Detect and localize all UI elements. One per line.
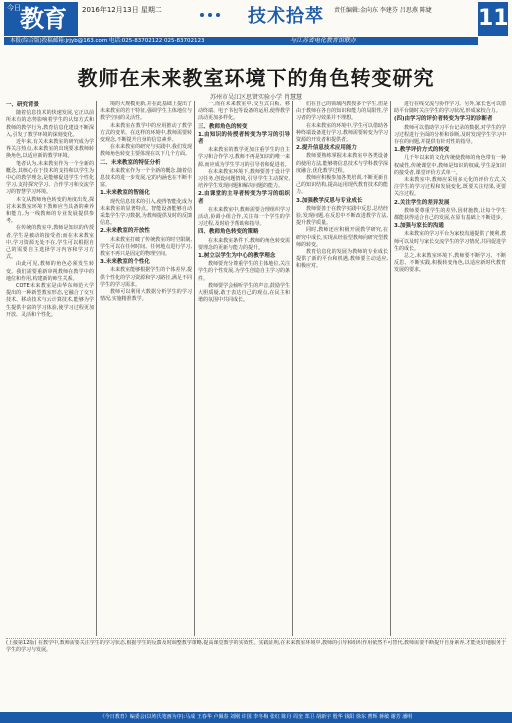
paragraph: 近年来,有关未来教室的研究成为学界关注热点,未来教室的出现要求教师转换角色,以适应新的教学环境。 — [6, 139, 94, 160]
continued-article: (上接第12版) 在教学中,教师需要关注学生的学习状态,根据学生的反馈及时调整教学策略,提高课堂教学的实效性。实践证明,在未来教室环境中,教师的引导和组织作用依然不可替代,教师需要不断提升自身素养,才能更好地服务于学生的学习与发展。 — [6, 640, 506, 654]
paragraph: 教师可以借助学习平台记录的数据,对学生的学习过程进行全面的分析和诊断,及时发现学生学习中存在的问题,并提供有针对性的指导。 — [394, 124, 506, 146]
subheading: 一、研究背景 — [6, 102, 40, 108]
subheading: (四)由学习的评价者转变为学习的诊断者 — [394, 116, 493, 123]
paragraph: 进行在线交流与协作学习。另外,家长也可以借助平台随时关注学生的学习状况,形成家校合力。 — [394, 101, 506, 115]
paragraph: 未来教室的学习平台为家校沟通提供了便利,教师可以及时与家长交流学生的学习情况,共同促进学生的成长。 — [394, 231, 506, 252]
paragraph: 教师应积极参加各类培训,不断更新自己的知识结构,提高运用现代教育技术的能力。 — [296, 175, 388, 196]
article-headline: 教师在未来教室环境下的角色转变研究 — [77, 66, 435, 90]
subheading: 2.由课堂的主导者转变为学习的组织者 — [198, 191, 290, 205]
issue-date: 2016年12月13日 星期二 — [82, 6, 162, 14]
article-column-2 — [100, 101, 192, 638]
paragraph: 们在自己的领域内教授多个学生,但是由于教师在各自的知识和能力的局限性,学习者的学习效果并不理想。 — [296, 101, 388, 122]
subheading: 四、教师角色转变的策略 — [198, 229, 259, 236]
paragraph: 教育信息化的发展为教师的专业成长提供了新的平台和机遇,教师要主动适应,积极应对。 — [296, 249, 388, 270]
page-number: 11 — [478, 2, 508, 36]
footer-editorial-board: 《今日教育》编委会(以姓氏笔画为序):马成 王春华 卢佩春 刘刚 许国 李冬梅 张红 陈丹 周奎 郑卫 胡新宇 殷华 钱阳 徐东 曹辉 蒋敏 谢芳 潘明 — [0, 712, 512, 723]
paragraph: 未来教室的教学更加注重学生的自主学习和合作学习,教师不再是知识的唯一来源,而应成为学生学习的引导者和促进者。 — [198, 147, 290, 168]
paragraph: 随着信息技术的快速发展,它正以前所未有的态势影响着学生的认知方式和教师的教学行为,教育信息化建设不断深入,引发了教学环境的深刻变化。 — [6, 110, 94, 138]
subheading: 3.加强教学反思与专业成长 — [296, 197, 363, 204]
paragraph: 境的大规模更新,并在此基础上提出了未来教室的若干特征,强调学生主体地位与教学空间的灵活性。 — [100, 101, 192, 122]
article-column-3 — [198, 101, 290, 638]
paragraph: 总之,未来教室环境下,教师要不断学习、不断反思、不断实践,积极转变角色,以适应新时代教育发展的要求。 — [394, 253, 506, 274]
subheading: 3.未来教室的个性化 — [100, 259, 150, 266]
subheading: 2.关注学生的差异发展 — [394, 199, 450, 206]
paragraph: 在传统的教室中,教师是知识的传授者,学生是被动的接受者;而在未来教室中,学习资源无处不在,学生可以根据自己的需要自主选择学习内容和学习方式。 — [6, 225, 94, 261]
article-byline: 苏州市吴江区思贤实验小学 肖慧慧 — [210, 94, 302, 101]
subheading: 1.未来教室的智能化 — [100, 190, 150, 197]
paragraph: 在未来教室中,教师需要合理组织学习活动,协调小组合作,关注每一个学生的学习过程,及时给予帮助和指导。 — [198, 206, 290, 228]
subheading: 二、未来教室的特征分析 — [100, 159, 161, 166]
paragraph: 未来教室打破了传统教室的时空限制,学生可以在任何时间、任何地点进行学习,教室不再只是固定的物理空间。 — [100, 236, 192, 258]
column-divider — [390, 101, 391, 636]
logo-small-text: 今日 — [7, 4, 21, 12]
paragraph: 由此可见,教师的角色必须发生转变。我们需要重新审视教师在教学中的地位和作用,构建新的师生关系。 — [6, 261, 94, 282]
section-title: 技术拾萃 — [248, 6, 324, 27]
paragraph: 几千年以来的文化传统使教师的角色带有一种权威性,传统课堂中,教师是知识的权威,学生是知识的接受者,课堂评价方式单一。 — [394, 155, 506, 176]
article-column-1 — [6, 101, 94, 638]
paragraph: 教师要学会倾听学生的声音,鼓励学生大胆质疑,敢于表达自己的观点,在民主和谐的氛围中共同成长。 — [198, 282, 290, 304]
paragraph: 在未来教室的研究与实践中,我们发现教师角色转变主要体现在以下几个方面。 — [100, 144, 192, 158]
paragraph: 笔者认为,未来教室作为一个全新的概念,其核心在于技术的支持和以学生为中心的教学理念,是能够促进学生个性化学习,支持探究学习、合作学习和交流学习的智慧学习环境。 — [6, 160, 94, 196]
paragraph: 在未来教室条件下,教师的角色转变需要理念的更新与能力的提升。 — [198, 237, 290, 251]
article-column-5 — [394, 101, 506, 638]
paragraph: 现代信息技术的引入,使得智能化成为未来教室的显著特点。智能设备能够自动采集学生学习数据,为教师提供及时的反馈信息。 — [100, 198, 192, 227]
column-divider — [96, 101, 97, 636]
logo-big-text: 教育 — [20, 5, 66, 33]
paragraph: 在未来教室的环境中,学生可以借助各种终端设备进行学习,教师需要转变为学习资源的开发者和提供者。 — [296, 122, 388, 144]
paragraph: 在未来教室环境下,教师要善于设计学习任务,创设问题情境,引导学生主动探究,培养学生发现问题和解决问题的能力。 — [198, 168, 290, 190]
co-host-slogan: 与江苏省电化教育馆联办 — [290, 37, 357, 44]
paragraph: 教师要充分尊重学生的主体地位,关注学生的个性发展,为学生创造自主学习的条件。 — [198, 261, 290, 282]
paragraph: 教师要尊重学生的差异,因材施教,让每个学生都能获得适合自己的发展,在原有基础上不断进步。 — [394, 207, 506, 222]
paragraph: COTE未来教室是由华东师范大学提出的一种新型教室形态,它融合了交互技术、移动技术与云计算技术,能够为学生提供丰富的学习体验,使学习过程更加开放、灵活和个性化。 — [6, 283, 94, 318]
subheading: 2.未来教室的开放性 — [100, 228, 150, 235]
paragraph: 未来教室中,教师应采用多元化的评价方式,关注学生的学习过程和发展变化,既要关注结果,更要关注过程。 — [394, 177, 506, 198]
subheading: 1.教学评价方式的转变 — [394, 147, 450, 154]
paragraph: 教师要善于在教学实践中反思,总结经验,发现问题,在反思中不断改进教学方法,提升教学质量。 — [296, 205, 388, 227]
paragraph: 教师可以利用大数据分析学生的学习情况,实施精准教学。 — [100, 289, 192, 303]
paragraph: 教师要熟练掌握未来教室中各类设备的使用方法,能够将信息技术与学科教学深度融合,优化教学过程。 — [296, 153, 388, 174]
editor-credits: 责任编辑:金向东 李建芬 吕思燕 陈婕 — [334, 7, 432, 14]
paragraph: 一,而在未来教室中,交互式白板、移动终端、电子书包等设备的运用,使得教学活动更加多样化。 — [198, 101, 290, 122]
contact-bar: 本报(综合版)投稿邮箱:jrjyb@163.com 电话:025-83702122 025-83702123 — [4, 37, 478, 45]
paragraph: 未来教室作为一个全新的概念,随着信息技术的进一步发展,它的内涵也在不断丰富。 — [100, 167, 192, 189]
subheading: 三、教师角色的转变 — [198, 123, 248, 130]
subheading: 3.加强与家长的沟通 — [394, 223, 444, 230]
paragraph: 同时,教师还应积极开展教学研究,在研究中成长,实现从经验型教师向研究型教师的转变。 — [296, 227, 388, 248]
subheading: 2.提升信息技术应用能力 — [296, 145, 357, 152]
paragraph: 未来教室在教学中的应用推动了教学方式的变革。在这样的环境中,教师需要转变观念,不断提升自身的信息素养。 — [100, 122, 192, 144]
column-divider — [292, 101, 293, 636]
subheading: 1.树立以学生为中心的教学理念 — [198, 253, 276, 260]
article-column-4 — [296, 101, 388, 638]
subheading: 1.由知识的传授者转变为学习的引导者 — [198, 131, 290, 146]
masthead — [0, 0, 512, 44]
paragraph: 本文从教师角色转变的角度出发,探讨未来教室环境下教师应当具备的素养和能力,为一线教师的专业发展提供参考。 — [6, 196, 94, 225]
newspaper-logo — [4, 2, 78, 36]
column-divider — [194, 101, 195, 636]
paragraph: 未来教室能够根据学生的个体差异,提供个性化的学习资源和学习路径,满足不同学生的学习需求。 — [100, 267, 192, 288]
